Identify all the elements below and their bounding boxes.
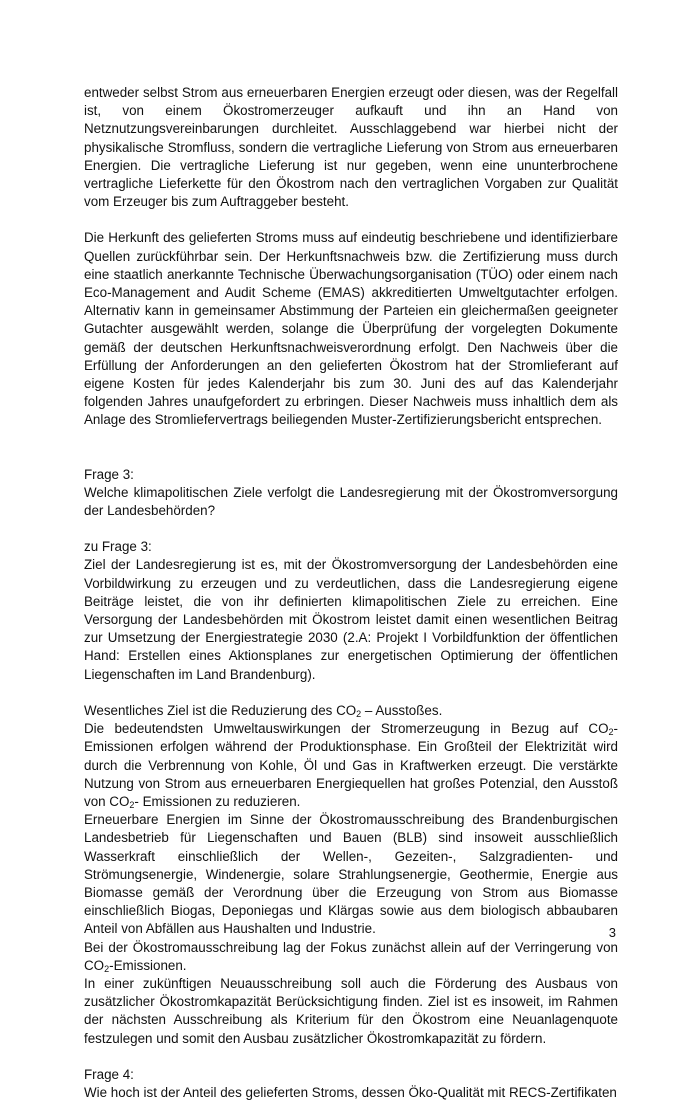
focus-text: Bei der Ökostromausschreibung lag der Fokus zunächst allein auf der Verringerung von CO [84, 939, 618, 973]
paragraph-focus [84, 939, 618, 975]
paragraph-renewable-definition: Erneuerbare Energien im Sinne der Ökostromausschreibung des Brandenburgischen Landesbetrieb für Liegenschaften und Bauen (BLB) sind insoweit ausschließlich Wasserkraft einschließlich der Wellen-, Gezeiten-, Salzgradienten- und Strömungsenergie, Windenergie, solare Strahlungsenergie, Geothermie, Energie aus Biomasse gemäß der Verordnung über die Erzeugung von Strom aus Biomasse einschließlich Biogas, Deponiegas und Klärgas sowie aus dem biologisch abbaubaren Anteil von Abfällen aus Haushalten und Industrie. [84, 812, 618, 937]
answer-3-label: zu Frage 3: [84, 539, 152, 555]
paragraph-co2-goal [84, 702, 618, 720]
impact-text-end: - Emissionen zu reduzieren. [134, 793, 301, 809]
spacer [84, 430, 618, 466]
impact-text: Die bedeutendsten Umweltauswirkungen der Stromerzeugung in Bezug auf CO [84, 721, 609, 737]
impact-text-middle: -Emissionen erfolgen während der Produktionsphase. Ein Großteil der Elektrizität wird durch die Verbrennung von Kohle, Öl und Gas in Kraftwerken erzeugt. Die verstärkte Nutzung von Strom aus erneuerbaren Energiequellen hat großes Potenzial, den Ausstoß von CO [84, 721, 618, 809]
answer-3-text: Ziel der Landesregierung ist es, mit der Ökostromversorgung der Landesbehörden eine Vorbildwirkung zu erzeugen und zu verdeutlichen, dass die Landesregierung eigene Beiträge leistet, die von ihr definierten klimapolitischen Ziele zu erreichen. Eine Versorgung der Landesbehörden mit Ökostrom leistet damit einen wesentlichen Beitrag zur Umsetzung der Energiestrategie 2030 (2.A: Projekt I Vorbildfunktion der öffentlichen Hand: Erstellen eines Aktionsplanes zur energetischen Optimierung der öffentlichen Liegenschaften im Land Brandenburg). [84, 557, 618, 682]
question-4-label: Frage 4: [84, 1066, 134, 1082]
paragraph-future-tender: In einer zukünftigen Neuausschreibung soll auch die Förderung des Ausbaus von zusätzlicher Ökostromkapazität Berücksichtigung finden. Ziel ist es insoweit, im Rahmen der nächsten Ausschreibung als Kriterium für den Ökostrom eine Neuanlagenquote festzulegen und somit den Ausbau zusätzlicher Ökostromkapazität zu fördern. [84, 975, 618, 1046]
focus-text-end: -Emissionen. [109, 957, 187, 973]
paragraph-certification: Die Herkunft des gelieferten Stroms muss auf eindeutig beschriebene und identifizierbare Quellen zurückführbar sein. Der Herkunftsnachweis bzw. die Zertifizierung muss durch eine staatlich anerkannte Technische Überwachungsorganisation (TÜO) oder einem nach Eco-Management and Audit Scheme (EMAS) akkreditierten Umweltgutachter erfolgen. Alternativ kann in gemeinsamer Abstimmung der Parteien ein gleichermaßen geeigneter Gutachter ausgewählt werden, solange die Überprüfung der vorgelegten Dokumente gemäß der deutschen Herkunftsnachweisverordnung erfolgt. Den Nachweis über die Erfüllung der Anforderungen an den gelieferten Ökostrom hat der Stromlieferant auf eigene Kosten für jedes Kalenderjahr bis zum 30. Juni des auf das Kalenderjahr folgenden Jahres unaufgefordert zu erbringen. Dieser Nachweis muss inhaltlich dem als Anlage des Stromliefervertrags beiliegenden Muster-Zertifizierungsbericht entsprechen. [84, 230, 618, 428]
question-3-label: Frage 3: [84, 466, 134, 482]
page-body [84, 84, 618, 1102]
paragraph-environmental-impact [84, 720, 618, 811]
question-4-text: Wie hoch ist der Anteil des gelieferten Stroms, dessen Öko-Qualität mit RECS-Zertifikaten [84, 1084, 617, 1100]
co2-subscript: 2 [356, 708, 362, 719]
co2-subscript: 2 [608, 727, 614, 738]
question-3-text: Welche klimapolitischen Ziele verfolgt die Landesregierung mit der Ökostromversorgung der Landesbehörden? [84, 484, 618, 519]
co2-goal-text: Wesentliches Ziel ist die Reduzierung des CO [84, 702, 357, 718]
co2-goal-text-end: – Ausstoßes. [361, 702, 443, 718]
co2-subscript: 2 [129, 799, 135, 810]
page-number: 3 [608, 925, 616, 940]
paragraph-supply-chain: entweder selbst Strom aus erneuerbaren Energien erzeugt oder diesen, was der Regelfall ist, von einem Ökostromerzeuger aufkauft und ihn an Hand von Netznutzungsvereinbarungen durchleitet. Ausschlaggebend war hierbei nicht der physikalische Stromfluss, sondern die vertragliche Lieferung von Strom aus erneuerbaren Energien. Die vertragliche Lieferung ist nur gegeben, wenn eine ununterbrochene vertragliche Lieferkette für den Ökostrom nach den vertraglichen Vorgaben zur Qualität vom Erzeuger bis zum Auftraggeber besteht. [84, 85, 618, 210]
co2-subscript: 2 [104, 963, 110, 974]
